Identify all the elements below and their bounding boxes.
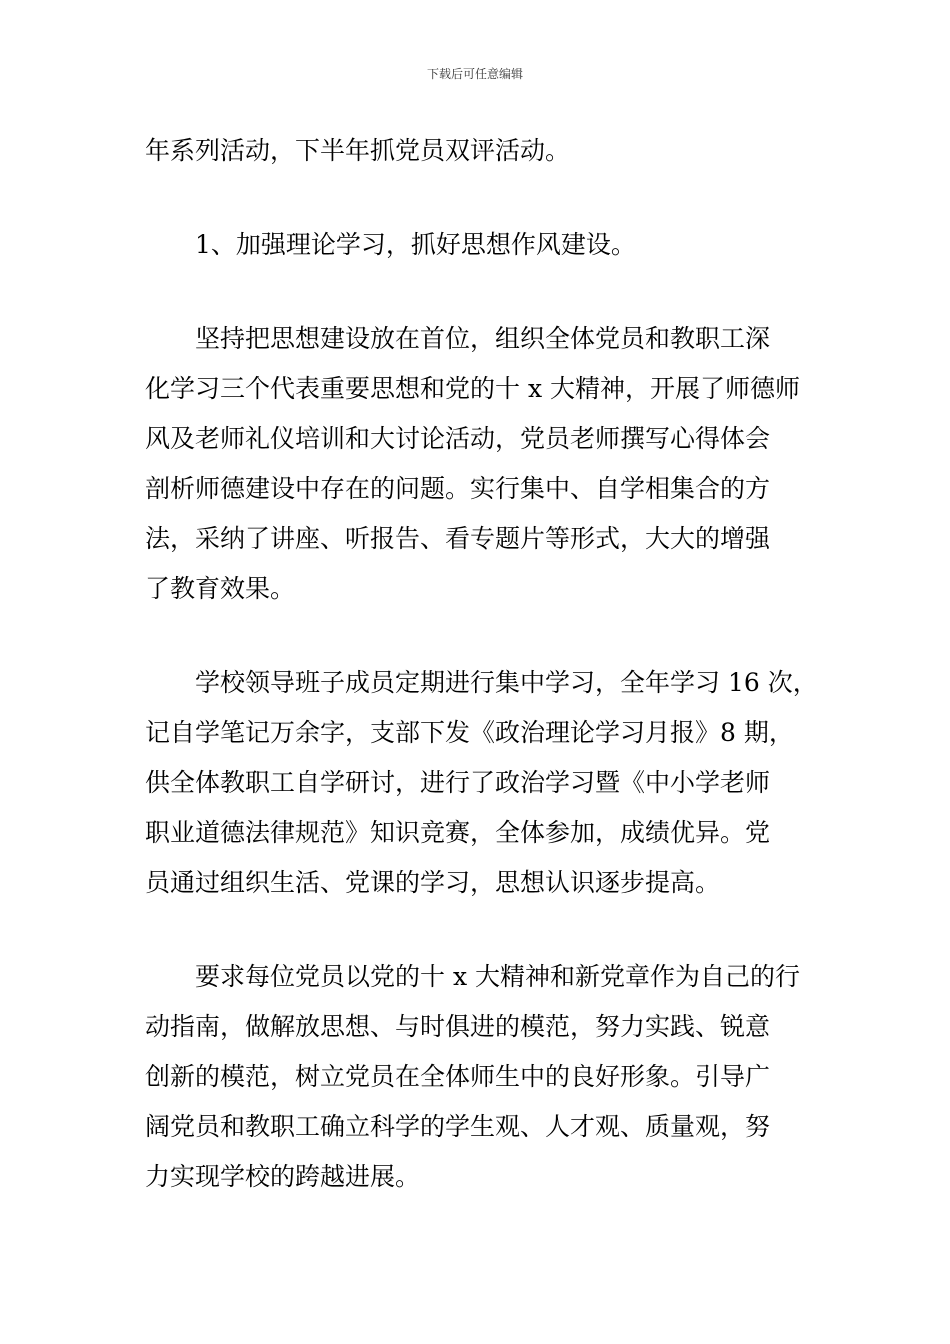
paragraph-gap (145, 908, 835, 952)
text-line: 法，采纳了讲座、听报告、看专题片等形式，大大的增强 (145, 524, 771, 553)
text-line: 要求每位党员以党的十 x 大精神和新党章作为自己的行 (195, 962, 800, 991)
text-line: 动指南，做解放思想、与时俱进的模范，努力实践、锐意 (145, 1012, 771, 1041)
text-line: 创新的模范，树立党员在全体师生中的良好形象。引导广 (145, 1062, 771, 1091)
page-header: 下载后可任意编辑 (426, 67, 523, 81)
text-line: 阔党员和教职工确立科学的学生观、人才观、质量观，努 (145, 1112, 771, 1141)
text-line: 化学习三个代表重要思想和党的十 x 大精神，开展了师德师 (145, 374, 800, 403)
text-line: 坚持把思想建设放在首位，组织全体党员和教职工深 (195, 324, 771, 353)
text-line: 风及老师礼仪培训和大讨论活动，党员老师撰写心得体会 (145, 424, 771, 453)
text-line: 供全体教职工自学研讨，进行了政治学习暨《中小学老师 (145, 768, 771, 797)
text-line: 年系列活动，下半年抓党员双评活动。 (145, 136, 571, 165)
text-line: 了教育效果。 (145, 574, 296, 603)
section-heading (145, 220, 835, 270)
paragraph-ideology (145, 314, 835, 614)
text-line: 1、加强理论学习，抓好思想作风建设。 (195, 230, 636, 259)
document-body (145, 126, 835, 1202)
text-line: 员通过组织生活、党课的学习，思想认识逐步提高。 (145, 868, 721, 897)
paragraph-requirements (145, 952, 835, 1202)
paragraph-gap (145, 270, 835, 314)
paragraph-gap (145, 614, 835, 658)
text-line: 剖析师德建设中存在的问题。实行集中、自学相集合的方 (145, 474, 771, 503)
text-line: 力实现学校的跨越进展。 (145, 1162, 421, 1191)
text-line: 学校领导班子成员定期进行集中学习，全年学习 16 次， (195, 668, 818, 697)
text-line: 职业道德法律规范》知识竞赛，全体参加，成绩优异。党 (145, 818, 771, 847)
paragraph-continuation (145, 126, 835, 176)
paragraph-study (145, 658, 835, 908)
paragraph-gap (145, 176, 835, 220)
text-line: 记自学笔记万余字，支部下发《政治理论学习月报》8 期， (145, 718, 794, 747)
